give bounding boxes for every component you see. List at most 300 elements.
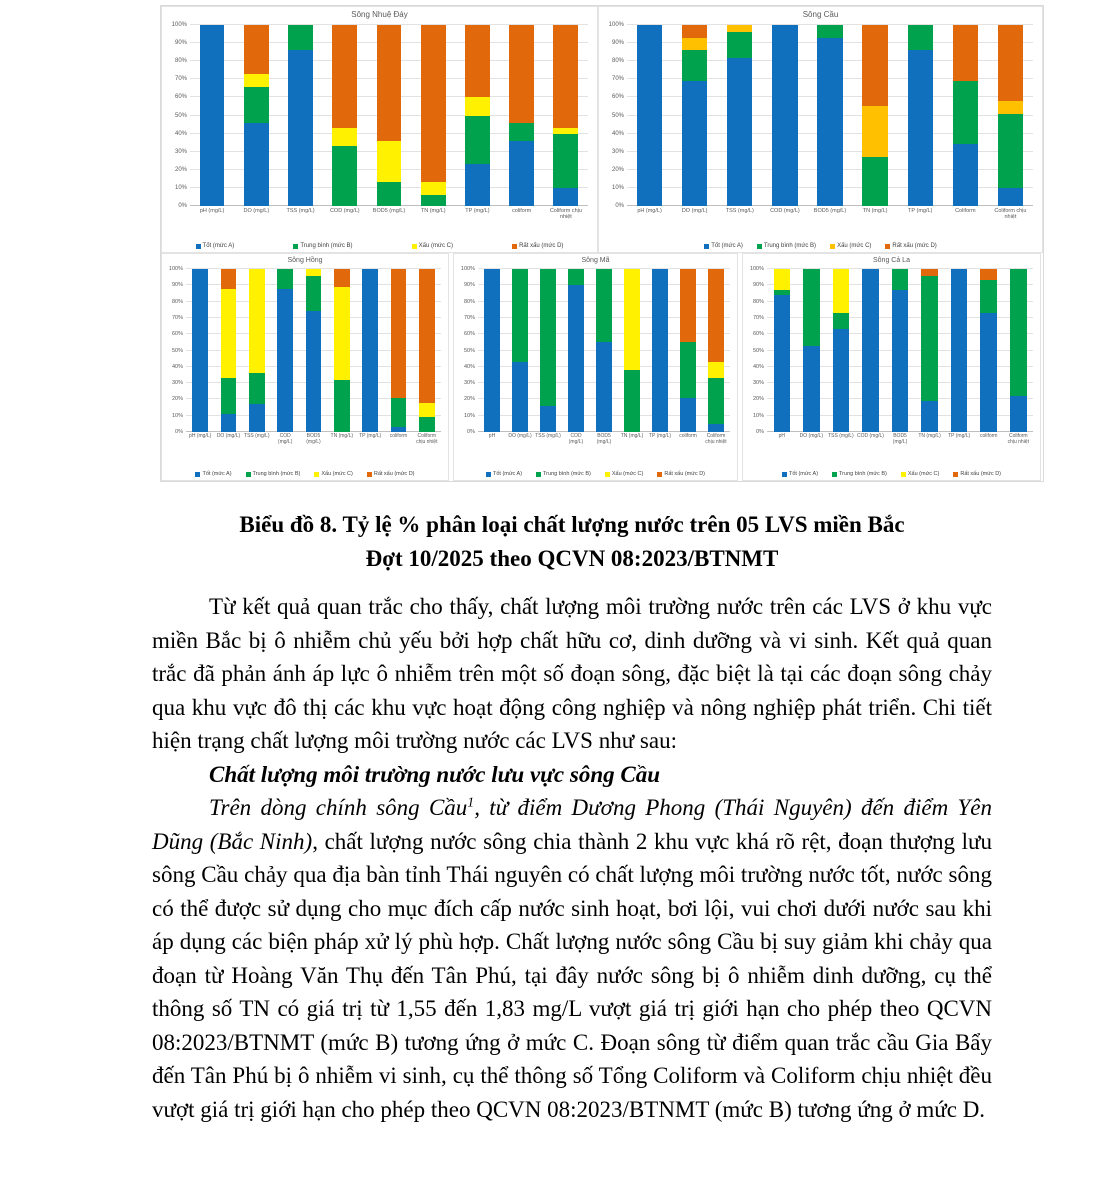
bar-segment (221, 378, 237, 414)
bar-segment (817, 38, 842, 206)
bar-segment (908, 25, 933, 50)
x-axis-label: pH (778, 433, 785, 439)
bar-segment (244, 25, 269, 74)
bar-segment (862, 106, 887, 157)
legend-item (293, 243, 352, 249)
legend-item (367, 471, 415, 477)
legend-item (901, 471, 940, 477)
bar-slot (384, 269, 412, 432)
x-axis-label: Coliform chịu nhiệt (549, 208, 582, 221)
bar-segment (862, 25, 887, 106)
bar-segment (249, 269, 265, 373)
x-axis-label: TP (mg/L) (908, 208, 933, 214)
paragraph-segment: Trên dòng chính sông Cầu (209, 795, 468, 820)
x-axis-label: coliform (389, 433, 408, 439)
stacked-bar (568, 269, 584, 432)
chart-legend (603, 243, 1038, 249)
bar-slot (299, 269, 327, 432)
bar-segment (249, 404, 265, 432)
bar-segment (892, 290, 909, 432)
y-axis-tick-label: 80% (174, 58, 187, 65)
legend-swatch (195, 472, 200, 477)
bar-segment (362, 269, 378, 432)
x-axis-label: BOD5 (mg/L) (813, 208, 847, 214)
legend-swatch (830, 244, 835, 249)
bar-segment (465, 164, 490, 206)
y-axis-tick-label: 30% (171, 380, 183, 387)
bar-segment (708, 378, 724, 424)
bar-segment (377, 25, 402, 141)
y-axis-tick-label: 40% (752, 363, 764, 370)
legend-swatch (196, 244, 201, 249)
y-axis-tick-label: 50% (174, 112, 187, 119)
x-axis-label: TSS (mg/L) (286, 208, 315, 214)
stacked-bar (596, 269, 612, 432)
x-axis-label: DO (mg/L) (216, 433, 241, 439)
bar-slot (988, 25, 1033, 206)
bar-slot (413, 269, 441, 432)
legend-swatch (885, 244, 890, 249)
bar-slot (534, 269, 562, 432)
stacked-bar (221, 269, 237, 432)
legend-item (195, 471, 231, 477)
bar-segment (682, 25, 707, 38)
bar-segment (221, 289, 237, 379)
x-axis-label: TSS (mg/L) (244, 433, 270, 439)
y-axis-tick-label: 10% (752, 412, 764, 419)
bar-segment (192, 269, 208, 432)
bar-segment (892, 269, 909, 290)
bar-slot (943, 25, 988, 206)
y-axis-tick-label: 80% (752, 298, 764, 305)
bar-segment (980, 313, 997, 432)
legend-item (757, 243, 816, 249)
bar-segment (377, 182, 402, 206)
chart-panel-sông-cầu (598, 6, 1043, 253)
bar-slot (323, 25, 367, 206)
x-axis-label: TP (mg/L) (359, 433, 382, 439)
bar-segment (774, 295, 791, 432)
y-axis-tick-label: 60% (611, 94, 624, 101)
stacked-bar (192, 269, 208, 432)
x-axis-label: Coliform chịu nhiệt (1007, 433, 1029, 445)
bar-segment (682, 81, 707, 206)
bar-slot (618, 269, 646, 432)
y-axis-tick-label: 60% (171, 331, 183, 338)
bar-slot (717, 25, 762, 206)
bar-segment (306, 311, 322, 432)
chart-plot-area (168, 266, 441, 435)
x-axis-labels (186, 434, 441, 454)
footnote-marker: 1 (467, 794, 475, 810)
legend-swatch (605, 472, 610, 477)
bar-segment (833, 313, 850, 329)
caption-line-2: Đợt 10/2025 theo QCVN 08:2023/BTNMT (365, 546, 779, 571)
legend-swatch (314, 472, 319, 477)
paragraph-song-cau-detail (152, 791, 992, 1126)
y-axis-tick-label: 60% (752, 331, 764, 338)
chart-title: Sông Nhuệ Đáy (351, 10, 408, 19)
bar-segment (680, 269, 696, 342)
bar-slot (411, 25, 455, 206)
legend-swatch (657, 472, 662, 477)
legend-item (953, 471, 1001, 477)
y-axis-tick-label: 100% (749, 266, 764, 272)
y-axis-tick-label: 10% (611, 184, 624, 191)
bar-slot (762, 25, 807, 206)
bar-slot (328, 269, 356, 432)
bar-slot (190, 25, 234, 206)
x-axis-label: pH (mg/L) (199, 208, 225, 214)
x-axis-label: DO (mg/L) (681, 208, 708, 214)
bar-segment (862, 157, 887, 206)
legend-item (782, 471, 818, 477)
bar-slot (234, 25, 278, 206)
x-axis-label: coliform (979, 433, 998, 439)
legend-swatch (953, 472, 958, 477)
chart-title: Sông Cả La (873, 257, 910, 264)
y-axis-tick-label: 0% (615, 203, 624, 209)
legend-item (314, 471, 353, 477)
chart-legend (166, 471, 444, 477)
x-axis-label: BOD5 (mg/L) (372, 208, 406, 214)
bar-segment (817, 25, 842, 38)
bar-segment (334, 380, 350, 432)
bar-segment (774, 269, 791, 290)
legend-item (486, 471, 522, 477)
legend-label: Rất xấu (mức D) (373, 471, 415, 477)
y-axis-tick-label: 0% (175, 429, 183, 435)
bar-segment (277, 289, 293, 432)
bar-segment (727, 32, 752, 57)
legend-swatch (246, 472, 251, 477)
y-axis-tick-label: 40% (611, 130, 624, 137)
bar-slot (186, 269, 214, 432)
chart-panel-sông-nhuệ-đáy (161, 6, 598, 253)
stacked-bar (998, 25, 1023, 206)
legend-label: Xấu (mức C) (907, 471, 940, 477)
y-axis-tick-label: 50% (752, 347, 764, 354)
bar-segment (682, 50, 707, 81)
x-axis-label: coliform (512, 208, 532, 214)
bar-slot (807, 25, 852, 206)
bar-segment (465, 97, 490, 115)
bar-segment (244, 87, 269, 123)
x-axis-label: BOD5 (mg/L) (306, 433, 321, 445)
bar-slot (672, 25, 717, 206)
bar-slot (544, 25, 588, 206)
legend-label: Xấu (mức C) (837, 243, 872, 249)
x-axis-label: DO (mg/L) (799, 433, 824, 439)
y-axis-tick-label: 20% (171, 396, 183, 403)
bar-segment (306, 276, 322, 312)
stacked-bar (951, 269, 968, 432)
y-axis-tick-label: 50% (611, 112, 624, 119)
y-axis-tick-label: 0% (178, 203, 187, 209)
x-axis-label: COD (mg/L) (329, 208, 360, 214)
stacked-bar (362, 269, 378, 432)
bar-segment (951, 269, 968, 432)
chart-row-1 (161, 6, 1043, 253)
stacked-bar (892, 269, 909, 432)
x-axis-label: COD (mg/L) (770, 208, 800, 214)
bar-slot (885, 269, 915, 432)
legend-swatch (536, 472, 541, 477)
legend-label: Trung bình (mức B) (252, 471, 301, 477)
legend-label: Xấu (mức C) (321, 471, 353, 477)
bars-container (190, 25, 588, 206)
bar-segment (377, 141, 402, 183)
x-axis-label: TP (mg/L) (648, 433, 672, 439)
chart-plot-area (171, 22, 588, 209)
chart-panel-sông-mã (453, 253, 738, 481)
bar-segment (680, 398, 696, 432)
stacked-bar (391, 269, 407, 432)
bar-segment (509, 25, 534, 123)
x-axis-label: TSS (mg/L) (828, 433, 854, 439)
bar-slot (500, 25, 544, 206)
stacked-bar (484, 269, 500, 432)
bar-segment (596, 342, 612, 432)
bar-slot (856, 269, 886, 432)
bar-segment (998, 114, 1023, 188)
bar-segment (833, 329, 850, 432)
bar-slot (898, 25, 943, 206)
x-axis-label: TP (mg/L) (948, 433, 971, 439)
stacked-bar (540, 269, 556, 432)
stacked-bar (244, 25, 269, 206)
legend-label: Rất xấu (mức D) (892, 243, 937, 249)
y-axis-tick-label: 40% (171, 363, 183, 370)
stacked-bar (817, 25, 842, 206)
bar-segment (221, 269, 237, 289)
bar-segment (465, 116, 490, 165)
bar-slot (627, 25, 672, 206)
figure-caption (152, 508, 992, 576)
y-axis-tick-label: 100% (460, 266, 475, 272)
bar-segment (419, 403, 435, 418)
x-axis-label: Coliform chịu nhiệt (705, 433, 727, 445)
legend-item (196, 243, 235, 249)
x-axis-label: TN (mg/L) (420, 208, 446, 214)
stacked-bar (772, 25, 797, 206)
legend-item (704, 243, 743, 249)
x-axis-label: DO (mg/L) (508, 433, 532, 439)
y-axis-tick-label: 30% (752, 380, 764, 387)
stacked-bar (306, 269, 322, 432)
y-axis-tick-label: 30% (174, 148, 187, 155)
x-axis-labels (190, 208, 588, 224)
bar-segment (332, 25, 357, 128)
legend-swatch (367, 472, 372, 477)
y-axis-tick-label: 100% (608, 22, 624, 28)
bar-segment (553, 188, 578, 206)
stacked-bar (624, 269, 640, 432)
bar-segment (1010, 269, 1027, 396)
y-axis-tick-label: 60% (174, 94, 187, 101)
legend-label: Tốt (mức A) (711, 243, 743, 249)
y-axis-tick-label: 20% (611, 166, 624, 173)
y-axis-tick-label: 60% (463, 331, 475, 338)
bar-slot (278, 25, 322, 206)
stacked-bar (334, 269, 350, 432)
bar-segment (484, 269, 500, 432)
y-axis-tick-label: 80% (171, 298, 183, 305)
legend-swatch (782, 472, 787, 477)
x-axis-label: TN (mg/L) (330, 433, 354, 439)
x-axis-label: Coliform chịu nhiệt (416, 433, 438, 445)
y-axis-tick-label: 100% (168, 266, 183, 272)
x-axis-label: COD (mg/L) (277, 433, 293, 445)
bar-segment (421, 182, 446, 195)
stacked-bar (200, 25, 225, 206)
bar-segment (862, 269, 879, 432)
bars-container (186, 269, 441, 432)
stacked-bar (249, 269, 265, 432)
x-axis-label: Coliform chịu nhiệt (994, 208, 1027, 221)
bar-segment (421, 25, 446, 182)
chart-legend (458, 471, 733, 477)
bar-segment (509, 123, 534, 141)
caption-line-1: Biểu đồ 8. Tỷ lệ % phân loại chất lượng nước trên 05 LVS miền Bắc (239, 512, 905, 537)
bar-segment (980, 280, 997, 313)
bar-segment (998, 188, 1023, 206)
y-axis-tick-label: 80% (611, 58, 624, 65)
bar-segment (334, 287, 350, 380)
stacked-bar (509, 25, 534, 206)
stacked-bar (288, 25, 313, 206)
legend-item (246, 471, 301, 477)
stacked-bar (708, 269, 724, 432)
legend-item (832, 471, 887, 477)
legend-label: Rất xấu (mức D) (960, 471, 1002, 477)
x-axis-label: TSS (mg/L) (725, 208, 754, 214)
legend-item (657, 471, 705, 477)
bar-slot (478, 269, 506, 432)
chart-plot-area (749, 266, 1033, 435)
bar-segment (953, 81, 978, 144)
y-axis-tick-label: 70% (174, 76, 187, 83)
stacked-bar (652, 269, 668, 432)
legend-label: Tốt (mức A) (788, 471, 819, 477)
chart-plot-area (608, 22, 1033, 209)
bar-slot (356, 269, 384, 432)
bar-segment (727, 25, 752, 32)
bar-segment (244, 123, 269, 206)
stacked-bar (553, 25, 578, 206)
x-axis-label: TN (mg/L) (862, 208, 888, 214)
stacked-bar (921, 269, 938, 432)
x-axis-labels (478, 434, 730, 454)
bar-slot (767, 269, 797, 432)
x-axis-labels (767, 434, 1033, 454)
y-axis-tick-label: 90% (752, 282, 764, 289)
y-axis-tick-label: 0% (756, 429, 764, 435)
y-axis-tick-label: 100% (171, 22, 187, 28)
stacked-bar (419, 269, 435, 432)
legend-label: Trung bình (mức B) (300, 243, 353, 249)
bar-segment (512, 362, 528, 432)
bar-segment (568, 285, 584, 432)
bar-segment (921, 276, 938, 402)
stacked-bar (908, 25, 933, 206)
bar-slot (243, 269, 271, 432)
x-axis-label: pH (mg/L) (189, 433, 212, 439)
bar-segment (288, 25, 313, 50)
y-axis-tick-label: 90% (611, 40, 624, 47)
legend-item (412, 243, 453, 249)
bar-segment (998, 101, 1023, 114)
x-axis-label: pH (mg/L) (637, 208, 662, 214)
x-axis-label: BOD5 (mg/L) (892, 433, 908, 445)
y-axis-tick-label: 10% (174, 184, 187, 191)
legend-swatch (832, 472, 837, 477)
legend-label: Tốt (mức A) (492, 471, 523, 477)
stacked-bar (727, 25, 752, 206)
y-axis-tick-label: 50% (463, 347, 475, 354)
y-axis-tick-label: 90% (463, 282, 475, 289)
x-axis-label: COD (mg/L) (568, 433, 584, 445)
y-axis-tick-label: 90% (171, 282, 183, 289)
y-axis-tick-label: 70% (611, 76, 624, 83)
stacked-bar (377, 25, 402, 206)
x-axis-label: TSS (mg/L) (535, 433, 561, 439)
bar-segment (953, 144, 978, 206)
legend-swatch (512, 244, 517, 249)
bar-slot (1004, 269, 1034, 432)
legend-swatch (293, 244, 298, 249)
bar-segment (803, 346, 820, 432)
bar-segment (200, 25, 225, 206)
bar-segment (682, 38, 707, 51)
stacked-bar (862, 25, 887, 206)
bar-slot (797, 269, 827, 432)
paragraph-segment: , chất lượng nước sông chia thành 2 khu vực khá rõ rệt, đoạn thượng lưu sông Cầu chảy qua địa bàn tỉnh Thái nguyên có chất lượng môi trường nước tốt, nước sông có thể được sử dụng cho mục đích cấp nước sinh hoạt, bơi lội, vui chơi dưới nước sau khi áp dụng các biện pháp xử lý phù hợp. Chất lượng nước sông Cầu bị suy giảm khi chảy qua đoạn từ Hoàng Văn Thụ đến Tân Phú, tại đây nước sông bị ô nhiễm dinh dưỡng, cụ thể thông số TN có giá trị từ 1,55 đến 1,83 mg/L vượt giá trị giới hạn cho phép theo QCVN 08:2023/BTNMT (mức B) tương ứng ở mức C. Đoạn sông từ điểm quan trắc cầu Gia Bẩy đến Tân Phú bị ô nhiễm vi sinh, cụ thể thông số Tổng Coliform và Coliform chịu nhiệt đều vượt giá trị giới hạn cho phép theo QCVN 08:2023/BTNMT (mức B) tương ứng ở mức D. (152, 828, 993, 1122)
stacked-bar (774, 269, 791, 432)
bar-segment (833, 269, 850, 313)
stacked-bar (332, 25, 357, 206)
x-axis-label: DO (mg/L) (243, 208, 270, 214)
y-axis-tick-label: 40% (174, 130, 187, 137)
legend-label: Tốt (mức A) (202, 471, 232, 477)
bar-segment (391, 269, 407, 398)
stacked-bar (682, 25, 707, 206)
paragraph-overview: Từ kết quả quan trắc cho thấy, chất lượng môi trường nước trên các LVS ở khu vực miền Bắc bị ô nhiễm chủ yếu bởi hợp chất hữu cơ, dinh dưỡng và vi sinh. Kết quả quan trắc đã phản ánh áp lực ô nhiễm trên một số đoạn sông, đặc biệt là tại các đoạn sông chảy qua khu vực đô thị các khu vực hoạt động công nghiệp và nông nghiệp phát triển. Chi tiết hiện trạng chất lượng môi trường nước các LVS như sau: (152, 594, 992, 753)
y-axis-tick-label: 70% (171, 314, 183, 321)
bar-segment (596, 269, 612, 342)
bar-slot (590, 269, 618, 432)
legend-swatch (704, 244, 709, 249)
y-axis-tick-label: 30% (463, 380, 475, 387)
bar-slot (506, 269, 534, 432)
legend-label: Rất xấu (mức D) (519, 243, 564, 249)
bar-segment (465, 25, 490, 97)
bar-segment (624, 269, 640, 370)
bar-segment (624, 370, 640, 432)
bar-slot (915, 269, 945, 432)
bar-segment (908, 50, 933, 206)
y-axis-tick-label: 70% (463, 314, 475, 321)
chart-row-2 (161, 253, 1043, 481)
bar-segment (921, 401, 938, 432)
y-axis-tick-label: 90% (174, 40, 187, 47)
bar-slot (944, 269, 974, 432)
legend-item (605, 471, 644, 477)
bar-segment (221, 414, 237, 432)
bar-segment (708, 362, 724, 378)
x-axis-label: Coliform (955, 208, 976, 214)
bars-container (627, 25, 1033, 206)
